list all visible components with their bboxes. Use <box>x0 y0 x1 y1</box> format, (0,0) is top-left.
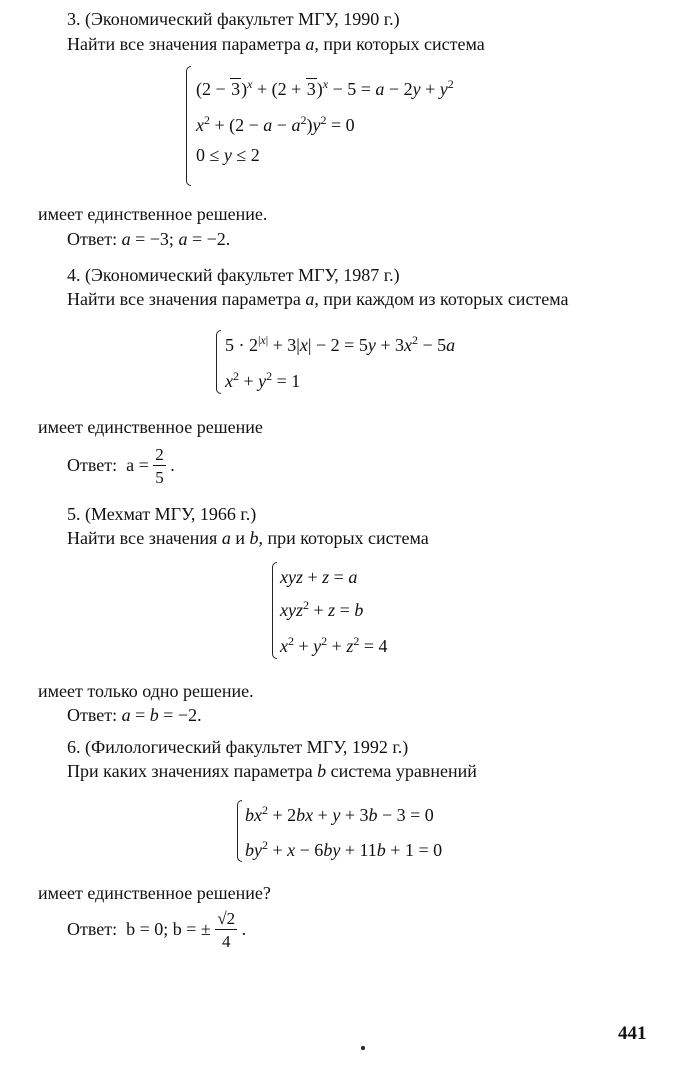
problem-4-statement: Найти все значения параметра a, при каждом из которых система <box>67 289 569 309</box>
system-brace <box>272 562 277 659</box>
problem-4-equation-2: $x^2 + y^2 = 1$ <box>225 369 301 391</box>
problem-3-equation-3: 0 ≤ y ≤ 2 <box>196 145 260 165</box>
problem-3-statement: Найти все значения параметра a, при которых система <box>67 34 485 54</box>
problem-5-answer: Ответ: a = b = −2. <box>67 705 202 725</box>
problem-4-heading: 4. (Экономический факультет МГУ, 1987 г.) <box>67 265 400 285</box>
fraction: $\frac{√2}{4}$ <box>217 909 236 951</box>
problem-6-equation-1: $bx^2 + 2bx + y + 3b - 3 = 0$ <box>245 803 434 825</box>
page-number: 441 <box>618 1023 647 1044</box>
problem-6-heading: 6. (Филологический факультет МГУ, 1992 г.) <box>67 737 409 757</box>
problem-3-answer: Ответ: a = −3; a = −2. <box>67 229 231 249</box>
problem-3-equation-1: $(2 - 3)^x + (2 + 3)^x - 5 = a - 2y + y^2$ <box>196 77 454 99</box>
problem-5-heading: 5. (Мехмат МГУ, 1966 г.) <box>67 504 257 524</box>
fraction: $\frac{2}{5}$ <box>155 445 164 487</box>
problem-5-equation-2: xyz$^2$ + z = b <box>280 598 364 620</box>
problem-6-answer: Ответ: b = 0; b = ± $\frac{√2}{4}$ . <box>67 909 247 951</box>
problem-4-conclusion: имеет единственное решение <box>38 417 263 437</box>
problem-6-statement: При каких значениях параметра b система уравнений <box>67 761 477 781</box>
problem-5-equation-3: $x^2 + y^2 + z^2 = 4$ <box>280 634 388 656</box>
problem-4-answer: Ответ: a = $\frac{2}{5}$ . <box>67 445 175 487</box>
problem-4-equation-1: $5 \cdot 2^{|x|} + 3|x| - 2 = 5y + 3x^2 - 5a$ <box>225 333 456 355</box>
problem-6-equation-2: $by^2 + x - 6by + 11b + 1 = 0$ <box>245 838 443 860</box>
system-brace <box>216 330 221 394</box>
problem-3-heading: 3. (Экономический факультет МГУ, 1990 г.) <box>67 9 400 29</box>
scan-speck <box>361 1046 365 1050</box>
problem-5-equation-1: xyz + z = a <box>280 567 358 587</box>
system-brace <box>237 800 242 862</box>
problem-6-conclusion: имеет единственное решение? <box>38 883 271 903</box>
system-brace <box>186 66 191 186</box>
problem-5-conclusion: имеет только одно решение. <box>38 681 254 701</box>
problem-3-conclusion: имеет единственное решение. <box>38 204 268 224</box>
problem-3-equation-2: $x^2 + (2 - a - a^2)y^2 = 0$ <box>196 113 355 135</box>
problem-5-statement: Найти все значения a и b, при которых система <box>67 528 429 548</box>
